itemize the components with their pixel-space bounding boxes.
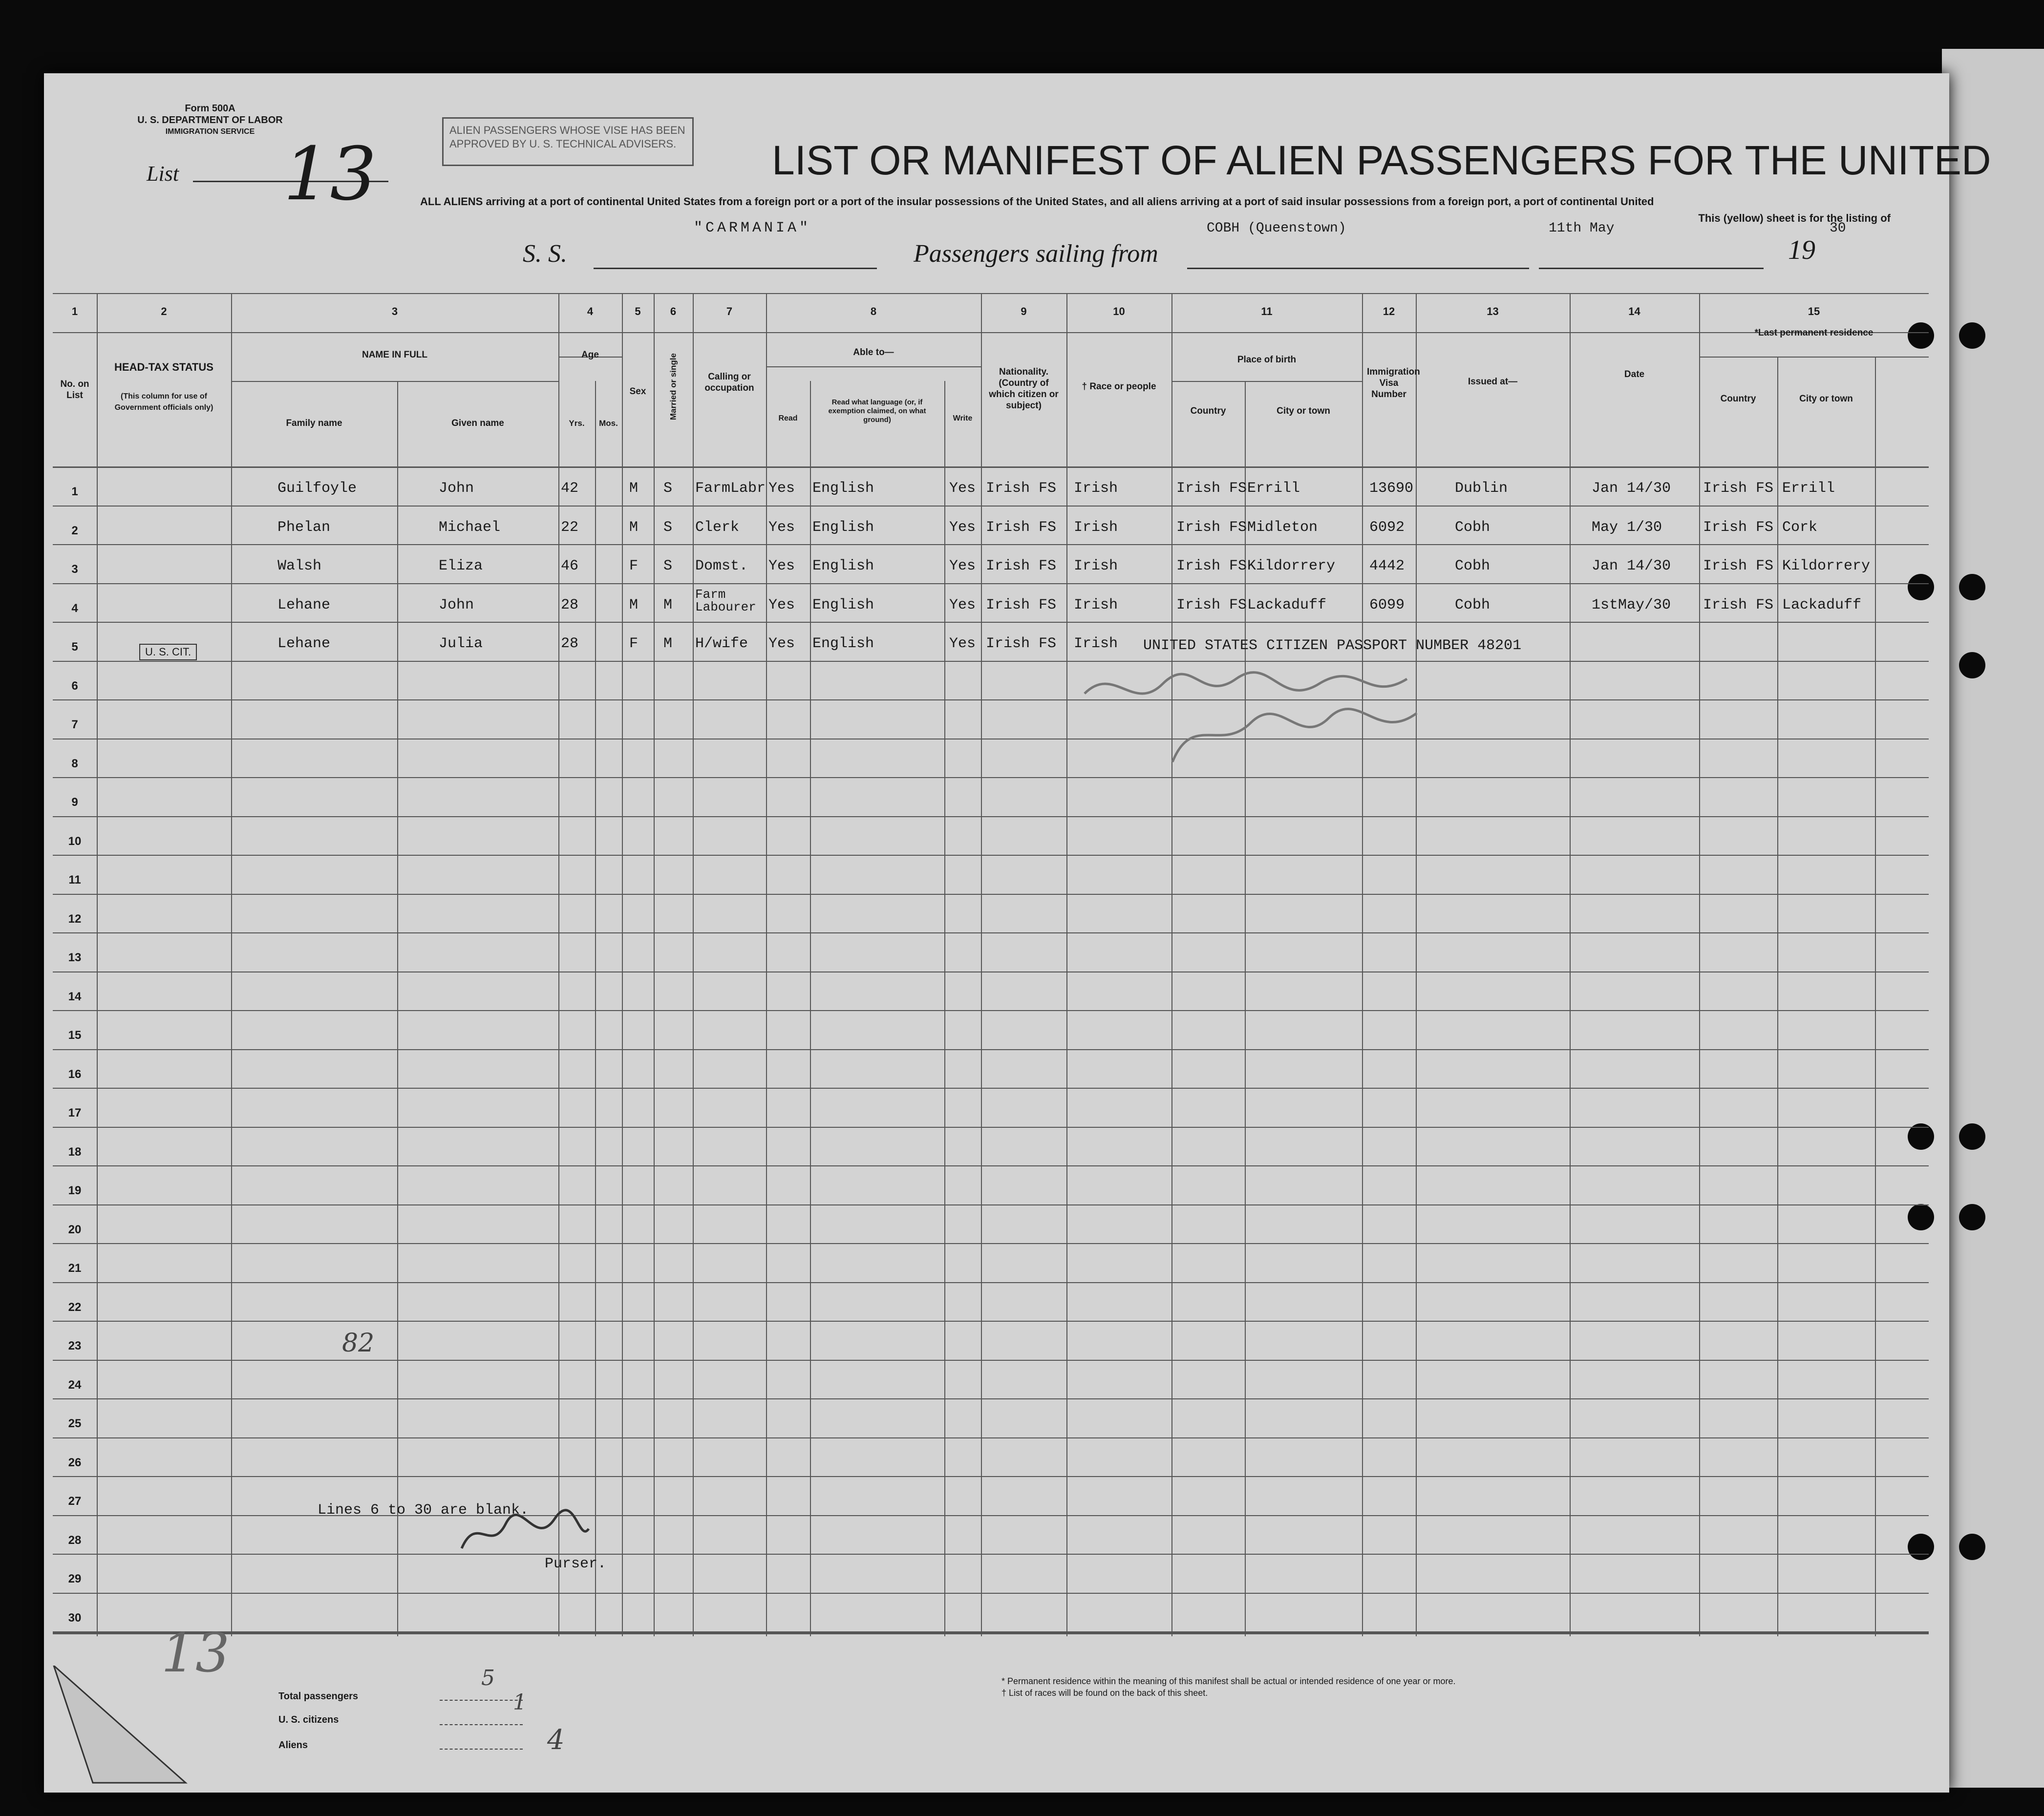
row-number: 1 — [71, 485, 78, 498]
cell-visa: 6092 — [1369, 519, 1405, 536]
list-number: 13 — [283, 132, 377, 217]
sailing-label: Passengers sailing from — [914, 240, 1158, 268]
cell-language: English — [812, 635, 874, 652]
cell-read: Yes — [768, 480, 795, 497]
row-number: 9 — [71, 796, 78, 809]
hdr-sex: Sex — [629, 386, 646, 397]
hdr-age-yrs: Yrs. — [569, 419, 585, 428]
row-number: 2 — [71, 524, 78, 537]
hdr-age-mos: Mos. — [599, 419, 618, 428]
row-number: 13 — [68, 951, 82, 964]
cell-occupation: Clerk — [695, 519, 740, 536]
row-number: 14 — [68, 990, 82, 1003]
hdr-given-name: Given name — [451, 418, 504, 428]
binder-hole — [1959, 574, 1985, 600]
cell-write: Yes — [949, 596, 976, 613]
row-line — [53, 583, 1929, 584]
row-line — [53, 1127, 1929, 1128]
purser-label: Purser. — [545, 1556, 607, 1572]
row-line — [53, 1593, 1929, 1594]
row-number: 5 — [71, 640, 78, 654]
row-line — [53, 1321, 1929, 1322]
cell-family: Lehane — [277, 596, 331, 613]
form-identifier — [137, 103, 283, 138]
hdr-issued-at: Issued at— — [1468, 377, 1518, 387]
row-number: 7 — [71, 718, 78, 731]
signature-mark — [457, 1504, 594, 1563]
cell-sex: F — [629, 558, 639, 574]
hdr-head-tax: HEAD-TAX STATUS — [114, 361, 213, 373]
row-line — [53, 699, 1929, 700]
footnote-races: † List of races will be found on the back of this sheet. — [1001, 1688, 1208, 1698]
subheader-line — [231, 381, 558, 382]
cell-nationality: Irish FS — [986, 480, 1057, 497]
cell-given: Michael — [439, 519, 501, 536]
totals-aliens-value: 4 — [547, 1724, 565, 1756]
hdr-read-language: Read what language (or, if exemption claimed, on what ground) — [828, 398, 926, 424]
cell-race: Irish — [1074, 558, 1118, 574]
cell-sex: F — [629, 635, 639, 652]
cell-ms: S — [663, 480, 673, 497]
col-divider — [693, 293, 694, 1636]
blank-lines-note: Lines 6 to 30 are blank. — [318, 1502, 529, 1519]
row-number: 28 — [68, 1533, 82, 1547]
hdr-visa-number: Immigration Visa Number — [1367, 367, 1420, 400]
cell-read: Yes — [768, 519, 795, 536]
col-divider — [1699, 293, 1700, 1636]
ship-underline — [594, 268, 877, 269]
inspector-signature — [1075, 655, 1514, 781]
row-line — [53, 544, 1929, 545]
row-number: 4 — [71, 601, 78, 615]
col-divider — [944, 381, 945, 1636]
cell-visa: 6099 — [1369, 596, 1405, 613]
cell-res-country: Irish FS — [1703, 558, 1774, 574]
adjacent-page-edge — [1942, 49, 2044, 1788]
totals-line — [440, 1749, 523, 1750]
folded-corner — [44, 1666, 191, 1793]
footnote-residence: * Permanent residence within the meaning of this manifest shall be actual or intended residence of one year or more. — [1001, 1676, 1456, 1686]
row-line — [53, 1165, 1929, 1166]
cell-nationality: Irish FS — [986, 558, 1057, 574]
official-signature — [1075, 655, 1514, 783]
manifest-subtitle: ALL ALIENS arriving at a port of continental United States from a foreign port or a port of the insular possessions of the United States, and all aliens arriving at a port of said insular possessions from a foreign port, a port of continental United — [420, 195, 1654, 208]
row-number: 30 — [68, 1611, 82, 1625]
cell-occupation: FarmLabr — [695, 480, 766, 497]
hdr-able-to: Able to— — [853, 347, 894, 358]
hdr-last-residence: *Last permanent residence — [1754, 328, 1874, 338]
cell-write: Yes — [949, 558, 976, 574]
totals-line — [440, 1724, 523, 1725]
year-prefix: 19 — [1788, 235, 1815, 265]
subheader-line — [1171, 381, 1362, 382]
row-number: 27 — [68, 1495, 82, 1508]
col-divider — [97, 293, 98, 1636]
row-line — [53, 1088, 1929, 1089]
hdr-place-of-birth: Place of birth — [1237, 355, 1297, 365]
totals-passengers-label: Total passengers — [278, 1691, 359, 1702]
binder-hole — [1959, 1204, 1985, 1230]
cell-write: Yes — [949, 519, 976, 536]
totals-line — [440, 1700, 523, 1701]
col-divider — [231, 293, 232, 1636]
row-number: 12 — [68, 912, 82, 926]
cell-birth-country: Irish FS — [1176, 519, 1247, 536]
row-line — [53, 816, 1929, 817]
colnum-3: 3 — [391, 305, 398, 317]
cell-occupation: H/wife — [695, 635, 748, 652]
cell-language: English — [812, 480, 874, 497]
col-divider — [654, 293, 655, 1636]
cell-age: 46 — [561, 558, 579, 574]
cell-date: 1stMay/30 — [1592, 596, 1671, 613]
hdr-family-name: Family name — [286, 418, 342, 428]
cell-birth-city: Errill — [1247, 480, 1300, 497]
cell-nationality: Irish FS — [986, 596, 1057, 613]
row-number: 20 — [68, 1223, 82, 1236]
cell-birth-city: Kildorrery — [1247, 558, 1336, 574]
row-number: 19 — [68, 1184, 82, 1197]
cell-family: Walsh — [277, 558, 322, 574]
manifest-title: LIST OR MANIFEST OF ALIEN PASSENGERS FOR THE UNITED — [772, 137, 1991, 183]
row-number: 8 — [71, 757, 78, 770]
row-line — [53, 1049, 1929, 1050]
row-line — [53, 932, 1929, 933]
colnum-6: 6 — [670, 305, 677, 317]
col-divider — [1875, 357, 1876, 1636]
cell-age: 28 — [561, 596, 579, 613]
hdr-read: Read — [778, 414, 798, 422]
row-line — [53, 1010, 1929, 1011]
cell-visa: 4442 — [1369, 558, 1405, 574]
header-divider — [53, 332, 1929, 333]
row-line — [53, 855, 1929, 856]
cell-res-city: Errill — [1782, 480, 1835, 497]
cell-given: Julia — [439, 635, 483, 652]
colnum-12: 12 — [1383, 305, 1395, 317]
cell-race: Irish — [1074, 596, 1118, 613]
col-divider — [397, 381, 398, 1636]
cell-ms: M — [663, 635, 673, 652]
stamp-line-1: ALIEN PASSENGERS WHOSE VISE HAS BEEN — [449, 124, 685, 136]
cell-sex: M — [629, 519, 639, 536]
row-line — [53, 661, 1929, 662]
col-divider — [622, 293, 623, 1636]
subheader-line — [1699, 357, 1929, 358]
sailing-date: 11th May — [1549, 221, 1615, 236]
purser-signature — [457, 1504, 594, 1571]
table-top-line — [53, 293, 1929, 294]
colnum-11: 11 — [1261, 305, 1273, 317]
row-number: 21 — [68, 1262, 82, 1275]
row-line — [53, 894, 1929, 895]
manifest-table — [53, 293, 1929, 1636]
cell-nationality: Irish FS — [986, 635, 1057, 652]
row-line — [53, 1282, 1929, 1283]
cell-issued: Dublin — [1455, 480, 1508, 497]
hdr-birth-country: Country — [1190, 406, 1226, 416]
row-line — [53, 777, 1929, 778]
us-cit-stamp: U. S. CIT. — [139, 644, 197, 660]
cell-birth-country: Irish FS — [1176, 480, 1247, 497]
form-number: Form 500A — [185, 103, 235, 114]
col-divider — [766, 293, 767, 1636]
row-number: 18 — [68, 1145, 82, 1159]
col-divider — [810, 381, 811, 1636]
cell-read: Yes — [768, 596, 795, 613]
form-dept: U. S. DEPARTMENT OF LABOR — [137, 115, 283, 126]
cell-race: Irish — [1074, 635, 1118, 652]
cell-given: John — [439, 480, 474, 497]
hdr-res-city: City or town — [1799, 394, 1853, 404]
cell-ms: M — [663, 596, 673, 613]
hdr-date: Date — [1624, 369, 1645, 380]
row-number: 15 — [68, 1029, 82, 1042]
cell-birth-country: Irish FS — [1176, 558, 1247, 574]
cell-issued: Cobh — [1455, 519, 1490, 536]
hdr-res-country: Country — [1720, 394, 1756, 404]
cell-res-city: Kildorrery — [1782, 558, 1871, 574]
cell-ms: S — [663, 519, 673, 536]
col-divider — [558, 293, 559, 1636]
row-line — [53, 1204, 1929, 1205]
row-number: 29 — [68, 1572, 82, 1585]
cell-birth-city: Lackaduff — [1247, 596, 1327, 613]
header-bottom-line — [53, 466, 1929, 468]
totals-passengers-value: 5 — [481, 1666, 495, 1690]
cell-occupation: Domst. — [695, 558, 748, 574]
row-number: 22 — [68, 1300, 82, 1314]
row-number: 11 — [68, 873, 81, 887]
colnum-9: 9 — [1021, 305, 1027, 317]
us-citizen-note: UNITED STATES CITIZEN PASSPORT NUMBER 48201 — [1143, 637, 1522, 654]
hdr-write: Write — [953, 414, 973, 422]
row-line — [53, 1360, 1929, 1361]
hdr-nationality: Nationality. (Country of which citizen or subject) — [989, 367, 1059, 411]
hdr-head-tax-note: (This column for use of Government officials only) — [114, 392, 213, 412]
row-number: 10 — [68, 834, 82, 848]
col-divider — [1066, 293, 1067, 1636]
colnum-15: 15 — [1808, 305, 1820, 317]
row-number: 26 — [68, 1456, 82, 1469]
cell-race: Irish — [1074, 519, 1118, 536]
row-line — [53, 506, 1929, 507]
hdr-race: † Race or people — [1082, 381, 1156, 392]
totals-citizens-value: 1 — [513, 1690, 527, 1715]
row-line — [53, 1437, 1929, 1438]
cell-read: Yes — [768, 635, 795, 652]
row-number: 16 — [68, 1067, 82, 1081]
binder-hole — [1959, 652, 1985, 678]
totals-aliens-label: Aliens — [278, 1740, 308, 1751]
cell-birth-country: Irish FS — [1176, 596, 1247, 613]
cell-age: 28 — [561, 635, 579, 652]
colnum-14: 14 — [1628, 305, 1640, 317]
cell-issued: Cobh — [1455, 558, 1490, 574]
handwritten-82: 82 — [342, 1329, 375, 1358]
cell-nationality: Irish FS — [986, 519, 1057, 536]
stamp-line-2: APPROVED BY U. S. TECHNICAL ADVISERS. — [449, 138, 677, 150]
cell-sex: M — [629, 480, 639, 497]
hdr-married-single: Married or single — [668, 353, 678, 420]
cell-date: Jan 14/30 — [1592, 558, 1671, 574]
hdr-name-in-full: NAME IN FULL — [362, 350, 428, 360]
list-label: List — [147, 162, 179, 186]
row-number: 25 — [68, 1417, 82, 1430]
cell-write: Yes — [949, 635, 976, 652]
cell-issued: Cobh — [1455, 596, 1490, 613]
port-underline — [1187, 268, 1529, 269]
hdr-age: Age — [581, 350, 599, 360]
cell-language: English — [812, 558, 874, 574]
row-line — [53, 1476, 1929, 1477]
row-number: 6 — [71, 679, 78, 693]
cell-family: Guilfoyle — [277, 480, 357, 497]
cell-given: John — [439, 596, 474, 613]
colnum-4: 4 — [587, 305, 594, 317]
colnum-2: 2 — [161, 305, 167, 317]
table-bottom-line — [53, 1632, 1929, 1634]
visa-approval-stamp — [442, 117, 694, 166]
row-number: 3 — [71, 563, 78, 576]
row-line — [53, 1398, 1929, 1399]
row-line — [53, 1554, 1929, 1555]
cell-write: Yes — [949, 480, 976, 497]
cell-res-city: Lackaduff — [1782, 596, 1862, 613]
binder-hole — [1959, 1534, 1985, 1560]
cell-occupation: Farm Labourer — [695, 587, 756, 614]
cell-family: Lehane — [277, 635, 331, 652]
cell-read: Yes — [768, 558, 795, 574]
col-divider — [1570, 293, 1571, 1636]
col-divider — [1416, 293, 1417, 1636]
year-suffix: 30 — [1830, 221, 1846, 236]
colnum-7: 7 — [726, 305, 733, 317]
cell-visa: 13690 — [1369, 480, 1414, 497]
col-divider — [1777, 357, 1778, 1636]
row-number: 23 — [68, 1339, 82, 1352]
cell-ms: S — [663, 558, 673, 574]
ss-label: S. S. — [523, 240, 567, 268]
row-line — [53, 622, 1929, 623]
cell-res-country: Irish FS — [1703, 596, 1774, 613]
cell-date: Jan 14/30 — [1592, 480, 1671, 497]
cell-birth-city: Midleton — [1247, 519, 1318, 536]
hdr-birth-city: City or town — [1277, 406, 1330, 416]
cell-family: Phelan — [277, 519, 331, 536]
date-underline — [1539, 268, 1764, 269]
cell-language: English — [812, 519, 874, 536]
ship-name: "CARMANIA" — [693, 220, 811, 236]
cell-language: English — [812, 596, 874, 613]
form-service: IMMIGRATION SERVICE — [165, 127, 255, 136]
colnum-1: 1 — [71, 305, 78, 317]
cell-res-country: Irish FS — [1703, 519, 1774, 536]
cell-date: May 1/30 — [1592, 519, 1662, 536]
row-number: 17 — [68, 1106, 82, 1119]
cell-age: 42 — [561, 480, 579, 497]
colnum-13: 13 — [1487, 305, 1499, 317]
col-divider — [1171, 293, 1172, 1636]
row-line — [53, 1243, 1929, 1244]
subheader-line — [766, 366, 981, 367]
cell-race: Irish — [1074, 480, 1118, 497]
cell-sex: M — [629, 596, 639, 613]
col-divider — [981, 293, 982, 1636]
row-number: 24 — [68, 1378, 82, 1392]
departure-port: COBH (Queenstown) — [1207, 221, 1346, 236]
hdr-occupation: Calling or occupation — [704, 372, 754, 393]
cell-res-city: Cork — [1782, 519, 1818, 536]
cell-given: Eliza — [439, 558, 483, 574]
colnum-5: 5 — [635, 305, 641, 317]
col-divider — [1362, 293, 1363, 1636]
totals-citizens-label: U. S. citizens — [278, 1714, 339, 1725]
row-line — [53, 971, 1929, 972]
sheet-note: This (yellow) sheet is for the listing of — [1698, 212, 1891, 224]
handwritten-13-corner: 13 — [161, 1622, 230, 1684]
colnum-8: 8 — [870, 305, 877, 317]
binder-hole — [1959, 1123, 1985, 1150]
cell-age: 22 — [561, 519, 579, 536]
hdr-no-on-list: No. on List — [60, 379, 89, 401]
col-divider — [595, 381, 596, 1636]
binder-hole — [1959, 322, 1985, 349]
colnum-10: 10 — [1113, 305, 1125, 317]
cell-res-country: Irish FS — [1703, 480, 1774, 497]
